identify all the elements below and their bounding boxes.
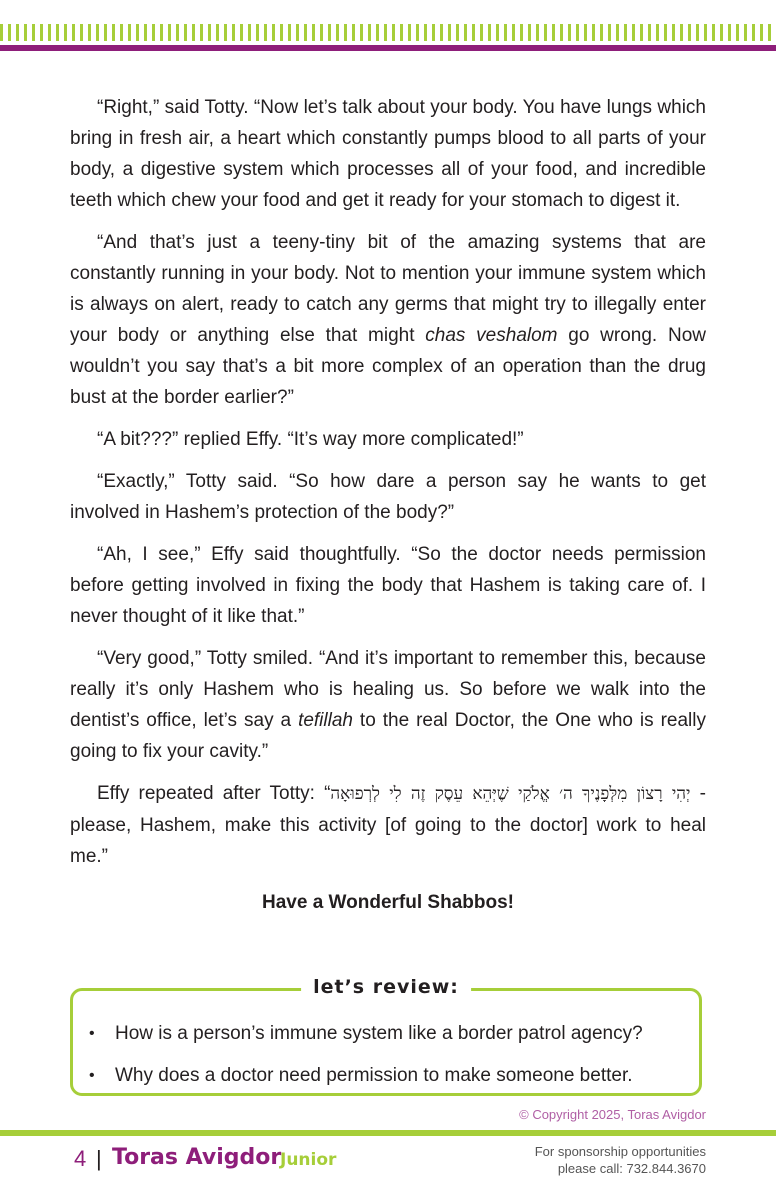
paragraph-permission: “Ah, I see,” Effy said thoughtfully. “So the doctor needs permission before getting involved in fixing the body that Hashem is taking care of. I never thought of it like that.” [70,544,706,627]
paragraph-exactly: “Exactly,” Totty said. “So how dare a person say he wants to get involved in Hashem’s protection of the body?” [70,471,706,523]
paragraph-text: - please, Hashem, make this activity [of going to the doctor] work to heal me.” [70,783,706,867]
sponsorship-info [535,1143,706,1177]
closing-line: Have a Wonderful Shabbos! [262,892,514,913]
paragraph-text: “And that’s just a teeny-tiny bit of the amazing systems that are constantly running in your body. Not to mention your immune system which is always on alert, ready to catch any germs that might try to illegally enter your body or anything else that might [70,232,706,346]
paragraph-immune-system [70,227,706,413]
italic-phrase: tefillah [298,710,353,731]
paragraph-tefillah [70,643,706,767]
bullet-icon: • [89,1067,95,1084]
hebrew-prayer: יְהִי רָצוֹן מִלְּפָנֶיךָ ה׳ אֱלֹקַי שֶׁיְּהֵא עֵסֶק זֶה לִי לְרְפוּאָה [330,784,691,804]
review-list [89,1013,689,1097]
paragraph-text: Effy repeated after Totty: “ [97,783,331,804]
sponsorship-line: For sponsorship opportunities [534,1144,706,1159]
paragraph-body-systems: “Right,” said Totty. “Now let’s talk about your body. You have lungs which bring in fresh air, a heart which constantly pumps blood to all parts of your body, a digestive system which processes all of your food, and incredible teeth which chew your food and get it ready for your stomach to digest it. [70,97,706,211]
brand-logo: Toras Avigdor [112,1145,282,1170]
paragraph-text: “Very good,” Totty smiled. “And it’s important to remember this, because really it’s only Hashem who is healing us. So before we walk into the dentist’s office, let’s say a [70,648,706,731]
review-item [89,1055,689,1097]
page-number: 4 [74,1146,87,1171]
sponsorship-phone: please call: 732.844.3670 [557,1161,706,1176]
review-question: Why does a doctor need permission to make someone better. [115,1065,633,1086]
paragraph-effy-reply: “A bit???” replied Effy. “It’s way more complicated!” [97,429,524,450]
paragraph-text: to the real Doctor, the One who is really going to fix your cavity.” [70,710,706,762]
paragraph-text: go wrong. Now wouldn’t you say that’s a bit more complex of an operation than the drug bust at the border earlier?” [70,325,706,408]
review-box [70,976,702,1096]
review-question: How is a person’s immune system like a border patrol agency? [115,1023,643,1044]
italic-phrase: chas veshalom [425,325,558,346]
paragraph-prayer [70,778,706,872]
review-item [89,1013,689,1055]
footer-separator: | [96,1146,102,1171]
brand-logo-sub: Junior [280,1150,337,1170]
bottom-divider-bar [0,1130,776,1136]
top-decorative-ticks [0,24,776,41]
review-title: let’s review: [301,976,471,998]
story-body [70,92,706,914]
top-divider-bar [0,45,776,51]
copyright-notice: © Copyright 2025, Toras Avigdor [519,1107,706,1122]
bullet-icon: • [89,1025,95,1042]
